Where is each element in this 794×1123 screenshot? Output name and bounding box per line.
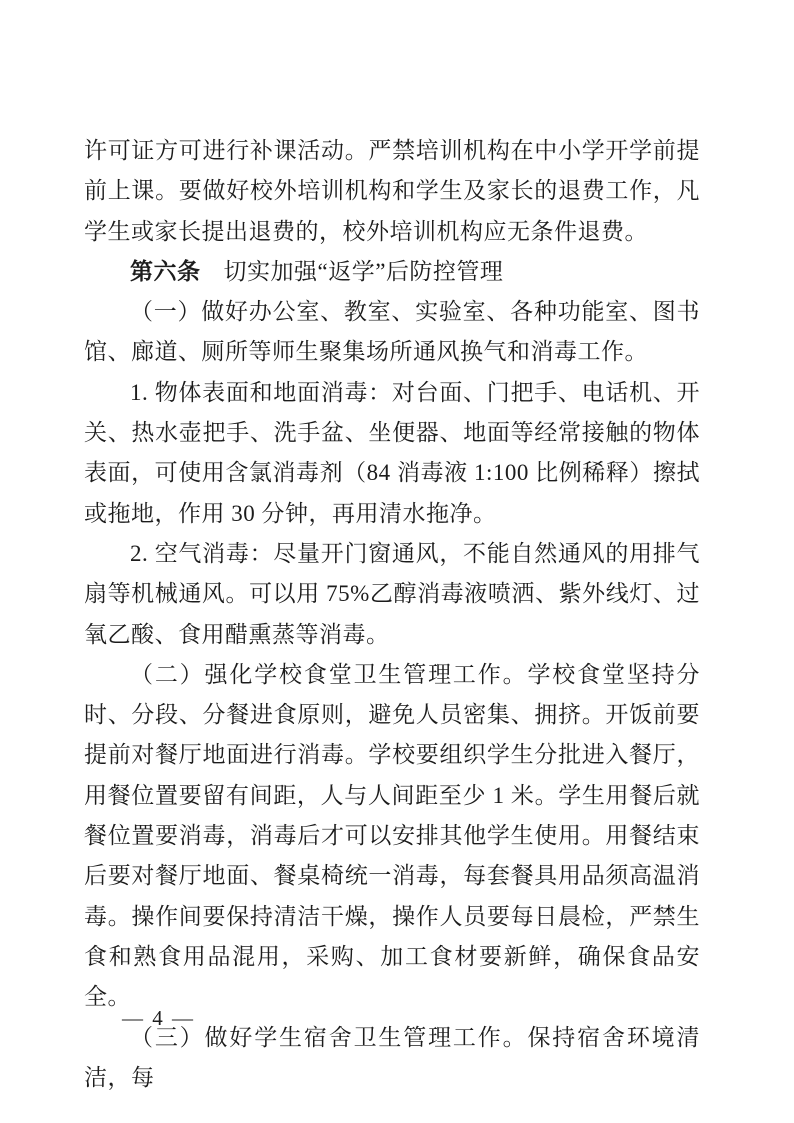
paragraph-subitem-2: 2. 空气消毒：尽量开门窗通风，不能自然通风的用排气扇等机械通风。可以用 75%乙醇消毒液喷洒、紫外线灯、过氧乙酸、食用醋熏蒸等消毒。 [84,540,700,647]
article-title: 切实加强“返学”后防控管理 [223,258,504,284]
article-number: 第六条 [130,258,201,284]
paragraph-item-2: （二）强化学校食堂卫生管理工作。学校食堂坚持分时、分段、分餐进食原则，避免人员密集、拥挤。开饭前要提前对餐厅地面进行消毒。学校要组织学生分批进入餐厅，用餐位置要留有间距，人与人间距至少 1 米。学生用餐后就餐位置要消毒，消毒后才可以安排其他学生使用。用餐结束后要对餐厅地面、餐桌椅统一消毒，每套餐具用品须高温消毒。操作间要保持清洁干燥，操作人员要每日晨检，严禁生食和熟食用品混用，采购、加工食材要新鲜，确保食品安全。 [84,661,700,1010]
paragraph-item-3: （三）做好学生宿舍卫生管理工作。保持宿舍环境清洁，每 [84,1024,700,1090]
article-heading [84,252,700,292]
paragraph-continuation: 许可证方可进行补课活动。严禁培训机构在中小学开学前提前上课。要做好校外培训机构和学生及家长的退费工作，凡学生或家长提出退费的，校外培训机构应无条件退费。 [84,138,700,244]
document-body [84,131,700,1098]
paragraph-item-1: （一）做好办公室、教室、实验室、各种功能室、图书馆、廊道、厕所等师生聚集场所通风换气和消毒工作。 [84,299,700,365]
paragraph-subitem-1: 1. 物体表面和地面消毒：对台面、门把手、电话机、开关、热水壶把手、洗手盆、坐便器、地面等经常接触的物体表面，可使用含氯消毒剂（84 消毒液 1:100 比例稀释）擦拭或拖地，作用 30 分钟，再用清水拖净。 [84,379,700,526]
page-number: — 4 — [122,1006,195,1030]
